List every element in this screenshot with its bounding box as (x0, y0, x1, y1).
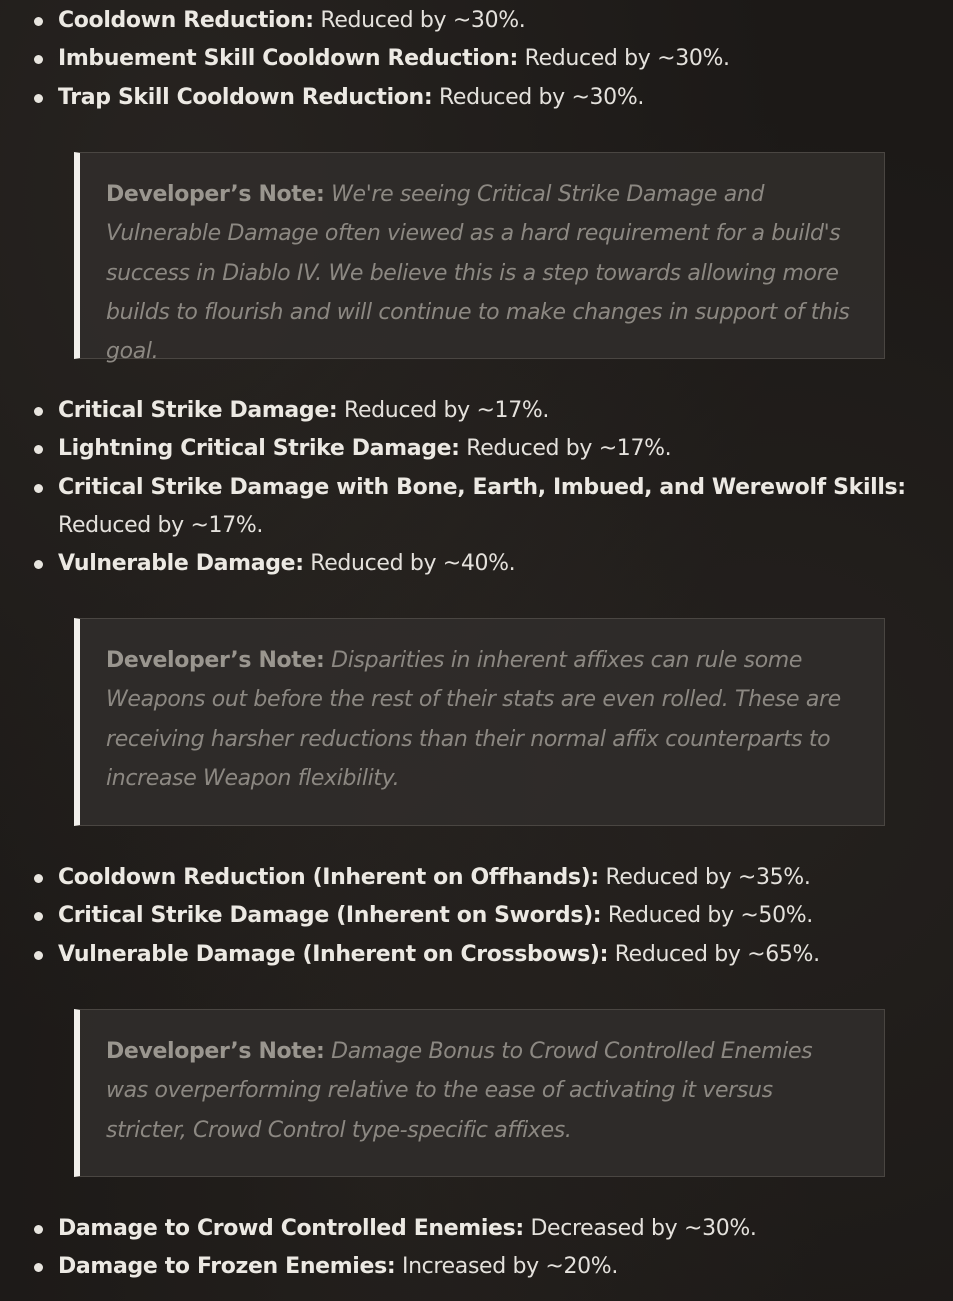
item-value: Reduced by ~17%. (344, 398, 550, 423)
list-item (0, 40, 940, 78)
note-text: Disparities in inherent affixes can rule some Weapons out before the rest of their stats are even rolled. These are receiving harsher reductions than their normal affix counterparts to increase Weapon flexibility. (106, 648, 841, 791)
patch-list-crit-vulnerable (0, 392, 940, 583)
item-label: Lightning Critical Strike Damage: (58, 436, 460, 462)
item-label: Imbuement Skill Cooldown Reduction: (58, 46, 518, 72)
list-item (0, 897, 940, 935)
item-label: Critical Strike Damage (Inherent on Swords): (58, 903, 602, 929)
item-value: Reduced by ~50%. (607, 903, 813, 929)
note-paragraph (106, 175, 858, 371)
item-value: Increased by ~20%. (401, 1254, 619, 1280)
list-item (0, 859, 940, 897)
note-label: Developer’s Note: (106, 182, 325, 207)
item-value: Reduced by ~30%. (438, 84, 645, 110)
item-value: Reduced by ~17%. (466, 436, 672, 462)
patch-list-crowd-control (0, 1210, 940, 1287)
item-value: Reduced by ~40%. (310, 551, 516, 577)
list-item (0, 1248, 940, 1286)
item-label: Damage to Crowd Controlled Enemies: (58, 1216, 524, 1241)
note-paragraph (106, 641, 858, 798)
item-label: Trap Skill Cooldown Reduction: (58, 84, 433, 110)
item-label: Critical Strike Damage with Bone, Earth, Imbued, and Werewolf Skills: (58, 474, 906, 500)
item-label: Damage to Frozen Enemies: (58, 1254, 396, 1280)
note-label: Developer’s Note: (106, 1039, 325, 1064)
developer-note (74, 618, 885, 826)
item-label: Vulnerable Damage: (58, 551, 304, 577)
developer-note (74, 1009, 885, 1177)
note-text: Damage Bonus to Crowd Controlled Enemies was overperforming relative to the ease of activating it versus stricter, Crowd Control type-specific affixes. (106, 1039, 813, 1143)
item-value: Decreased by ~30%. (530, 1216, 757, 1241)
item-value: Reduced by ~30%. (524, 46, 730, 72)
item-label: Cooldown Reduction (Inherent on Offhands): (58, 865, 599, 890)
list-item (0, 79, 940, 117)
item-value: Reduced by ~17%. (58, 512, 264, 538)
item-label: Cooldown Reduction: (58, 8, 314, 33)
list-item (0, 430, 940, 468)
note-label: Developer’s Note: (106, 648, 325, 673)
item-label: Vulnerable Damage (Inherent on Crossbows): (58, 941, 609, 967)
item-label: Critical Strike Damage: (58, 398, 338, 423)
note-text: We're seeing Critical Strike Damage and Vulnerable Damage often viewed as a hard requirement for a build's success in Diablo IV. We believe this is a step towards allowing more builds to flourish and will continue to make changes in support of this goal. (106, 182, 850, 365)
list-item (0, 1210, 940, 1248)
list-item (0, 2, 940, 40)
list-item (0, 545, 940, 583)
note-paragraph (106, 1032, 858, 1150)
item-value: Reduced by ~65%. (614, 941, 820, 967)
list-item (0, 469, 940, 546)
patch-list-inherent-affixes (0, 859, 940, 974)
item-value: Reduced by ~30%. (320, 8, 526, 33)
item-value: Reduced by ~35%. (605, 865, 811, 890)
list-item (0, 936, 940, 974)
list-item (0, 392, 940, 430)
developer-note (74, 152, 885, 365)
patch-list-cooldowns (0, 2, 940, 117)
